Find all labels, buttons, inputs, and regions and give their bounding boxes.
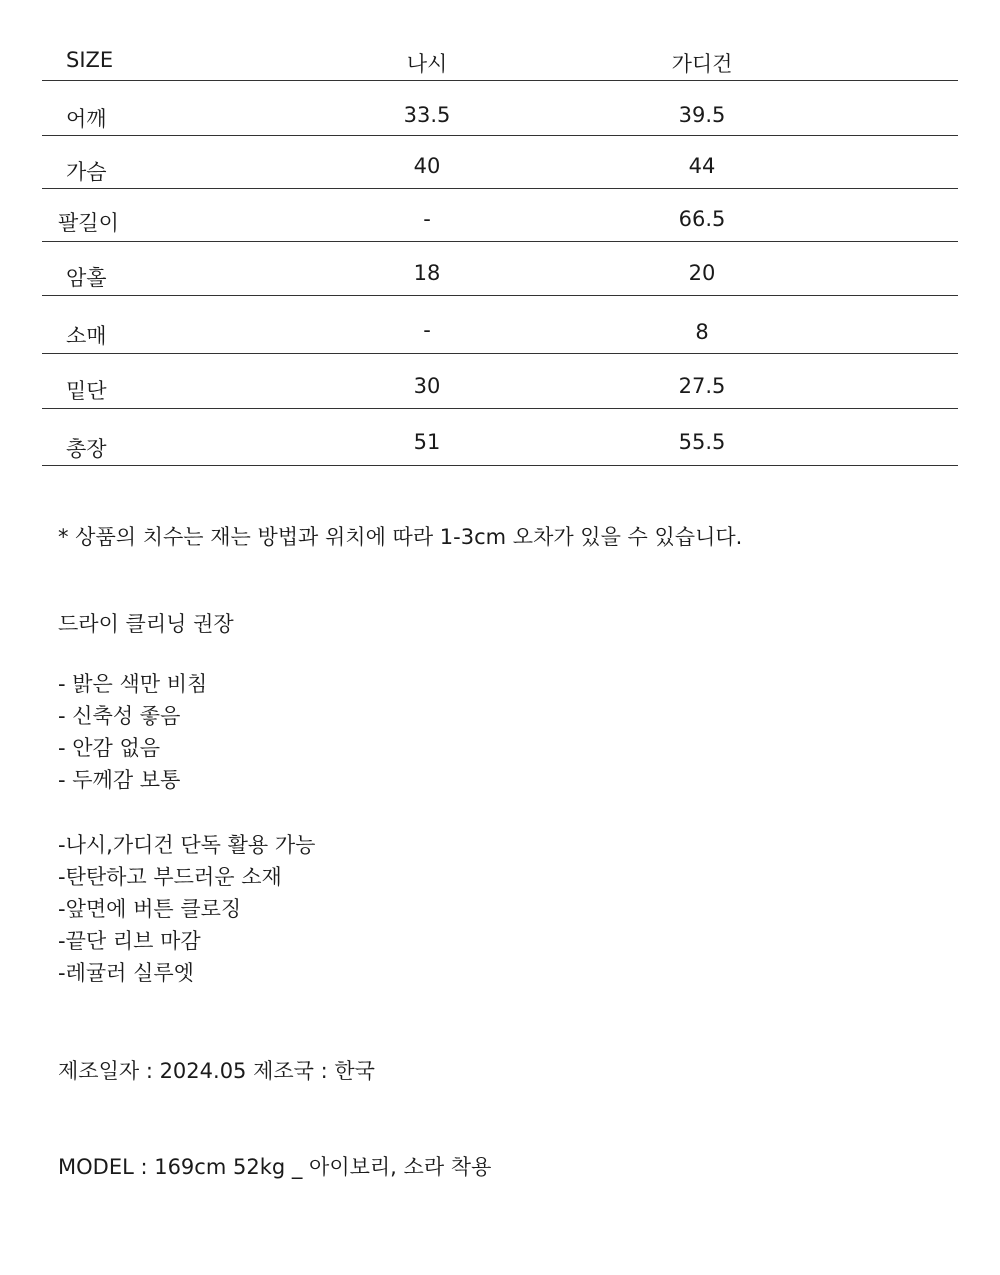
table-row [42,409,958,466]
row-nasi: 40 [413,154,441,178]
row-cardigan: 8 [695,320,709,344]
list-item: -앞면에 버튼 클로징 [58,897,242,921]
model-info: MODEL : 169cm 52kg _ 아이보리, 소라 착용 [58,1155,492,1179]
table-row [42,189,958,242]
row-label: 가슴 [66,160,107,184]
table-header-row [42,38,958,81]
table-row [42,296,958,354]
care-instruction: 드라이 클리닝 권장 [58,612,234,636]
table-row [42,354,958,409]
row-nasi: 18 [413,261,441,285]
row-cardigan: 44 [688,154,716,178]
list-item: - 안감 없음 [58,736,161,760]
row-cardigan: 27.5 [678,374,726,398]
list-item: - 신축성 좋음 [58,704,181,728]
list-item: -나시,가디건 단독 활용 가능 [58,833,316,857]
row-nasi: 33.5 [403,103,451,127]
list-item: - 두께감 보통 [58,768,181,792]
row-cardigan: 39.5 [678,103,726,127]
measurement-note: * 상품의 치수는 재는 방법과 위치에 따라 1-3cm 오차가 있을 수 있습니다. [58,525,743,549]
table-row [42,81,958,136]
row-nasi: - [423,207,431,231]
header-nasi: 나시 [406,52,448,76]
list-item: -탄탄하고 부드러운 소재 [58,865,282,889]
manufacture-info: 제조일자 : 2024.05 제조국 : 한국 [58,1059,375,1083]
row-nasi: - [423,318,431,342]
row-cardigan: 66.5 [678,207,726,231]
header-cardigan: 가디건 [671,52,733,76]
detail-list [58,829,315,989]
size-table [42,38,958,466]
row-nasi: 30 [413,374,441,398]
table-row [42,136,958,189]
feature-list [58,668,207,796]
row-nasi: 51 [413,430,441,454]
list-item: -레귤러 실루엣 [58,961,194,985]
row-label: 총장 [66,437,107,461]
row-label: 밑단 [66,379,107,403]
list-item: -끝단 리브 마감 [58,929,201,953]
row-cardigan: 55.5 [678,430,726,454]
list-item: - 밝은 색만 비침 [58,672,208,696]
row-label: 팔길이 [58,211,119,235]
header-size: SIZE [66,48,114,72]
table-row [42,242,958,296]
row-label: 어깨 [66,107,107,131]
row-label: 소매 [66,324,107,348]
row-cardigan: 20 [688,261,716,285]
row-label: 암홀 [66,266,107,290]
